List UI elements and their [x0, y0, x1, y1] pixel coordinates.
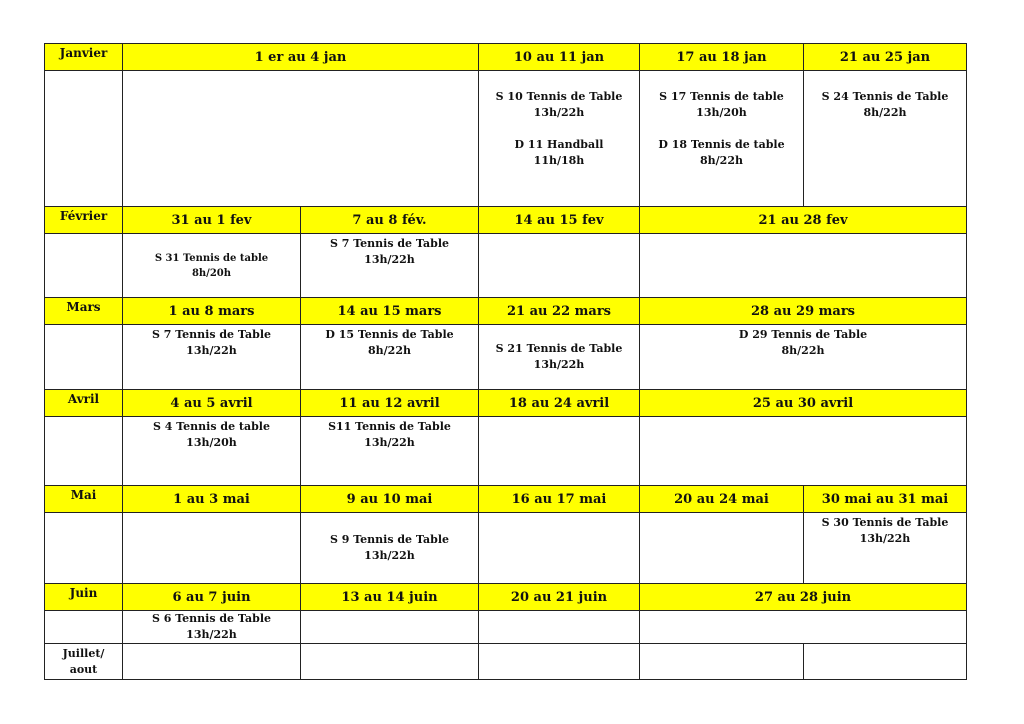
period-mars-1: 1 au 8 mars: [123, 298, 301, 325]
event-hours: 13h/22h: [533, 106, 585, 119]
event-name: S 9 Tennis de Table: [329, 533, 450, 546]
events-avril-1: [123, 417, 301, 486]
event-name: S 6 Tennis de Table: [151, 612, 272, 625]
event-name: S 4 Tennis de table: [153, 420, 270, 433]
events-mars-1: [123, 325, 301, 390]
mai-events-row: [45, 513, 967, 584]
events-janvier-3: [640, 71, 804, 207]
fevrier-header-row: [45, 207, 967, 234]
empty-cell: [640, 611, 967, 644]
month-label-mai: Mai: [45, 486, 123, 513]
empty-cell: [479, 417, 640, 486]
period-juin-2: 13 au 14 juin: [301, 584, 479, 611]
events-juin-1: [123, 611, 301, 644]
empty-cell: [45, 611, 123, 644]
empty-cell: [479, 644, 640, 680]
month-label-fevrier: Février: [45, 207, 123, 234]
janvier-events-row: [45, 71, 967, 207]
event-hours: 8h/22h: [863, 106, 907, 119]
empty-cell: [45, 417, 123, 486]
event-name: S 30 Tennis de Table: [821, 516, 949, 529]
event-hours: 8h/20h: [191, 267, 232, 279]
events-mars-4: [640, 325, 967, 390]
period-fevrier-4: 21 au 28 fev: [640, 207, 967, 234]
month-label-juin: Juin: [45, 584, 123, 611]
events-avril-2: [301, 417, 479, 486]
event-name: D 29 Tennis de Table: [738, 328, 868, 341]
period-fevrier-1: 31 au 1 fev: [123, 207, 301, 234]
empty-cell: [479, 513, 640, 584]
event-name: D 15 Tennis de Table: [325, 328, 454, 341]
period-janvier-4: 21 au 25 jan: [804, 44, 967, 71]
period-mai-2: 9 au 10 mai: [301, 486, 479, 513]
schedule-table: [44, 43, 967, 680]
empty-cell: [640, 644, 804, 680]
mai-header-row: [45, 486, 967, 513]
event-hours: 13h/22h: [364, 253, 415, 266]
empty-cell: [123, 71, 479, 207]
events-mai-2: [301, 513, 479, 584]
event-hours: 13h/22h: [364, 436, 415, 449]
empty-cell: [45, 325, 123, 390]
event-name: S 31 Tennis de table: [154, 252, 269, 264]
event-hours: 13h/22h: [186, 628, 237, 641]
month-label-janvier: Janvier: [45, 44, 123, 71]
period-janvier-2: 10 au 11 jan: [479, 44, 640, 71]
event-hours: 11h/18h: [533, 154, 585, 167]
month-label-avril: Avril: [45, 390, 123, 417]
empty-cell: [123, 513, 301, 584]
empty-cell: [45, 234, 123, 298]
event-name: S 21 Tennis de Table: [495, 342, 623, 355]
period-avril-3: 18 au 24 avril: [479, 390, 640, 417]
events-janvier-4: [804, 71, 967, 207]
period-avril-1: 4 au 5 avril: [123, 390, 301, 417]
empty-cell: [301, 611, 479, 644]
avril-header-row: [45, 390, 967, 417]
event-name: S 7 Tennis de Table: [151, 328, 272, 341]
empty-cell: [301, 644, 479, 680]
period-janvier-1: 1 er au 4 jan: [123, 44, 479, 71]
period-mars-2: 14 au 15 mars: [301, 298, 479, 325]
empty-cell: [479, 234, 640, 298]
period-juin-4: 27 au 28 juin: [640, 584, 967, 611]
empty-cell: [640, 513, 804, 584]
mars-header-row: [45, 298, 967, 325]
period-fevrier-3: 14 au 15 fev: [479, 207, 640, 234]
avril-events-row: [45, 417, 967, 486]
event-name: S 10 Tennis de Table: [495, 90, 623, 103]
period-juin-1: 6 au 7 juin: [123, 584, 301, 611]
month-label-line: Juillet/: [62, 646, 105, 660]
month-label-line: aout: [69, 662, 98, 676]
period-mai-5: 30 mai au 31 mai: [804, 486, 967, 513]
month-label-mars: Mars: [45, 298, 123, 325]
empty-cell: [123, 644, 301, 680]
empty-cell: [804, 644, 967, 680]
empty-cell: [45, 71, 123, 207]
event-hours: 13h/22h: [364, 549, 415, 562]
events-fevrier-2: [301, 234, 479, 298]
events-mars-3: [479, 325, 640, 390]
janvier-header-row: [45, 44, 967, 71]
fevrier-events-row: [45, 234, 967, 298]
period-mai-3: 16 au 17 mai: [479, 486, 640, 513]
mars-events-row: [45, 325, 967, 390]
event-hours: 8h/22h: [781, 344, 825, 357]
period-mars-3: 21 au 22 mars: [479, 298, 640, 325]
period-mars-4: 28 au 29 mars: [640, 298, 967, 325]
event-name: D 18 Tennis de table: [658, 138, 785, 151]
event-hours: 13h/20h: [696, 106, 747, 119]
events-janvier-2: [479, 71, 640, 207]
empty-cell: [640, 417, 967, 486]
event-hours: 8h/22h: [700, 154, 743, 167]
empty-cell: [45, 513, 123, 584]
month-label-juillet-aout: [45, 644, 123, 680]
event-hours: 13h/22h: [186, 344, 237, 357]
juillet-row: [45, 644, 967, 680]
event-name: S 17 Tennis de table: [659, 90, 784, 103]
event-name: S 7 Tennis de Table: [329, 237, 450, 250]
period-janvier-3: 17 au 18 jan: [640, 44, 804, 71]
event-name: S 24 Tennis de Table: [821, 90, 949, 103]
period-mai-1: 1 au 3 mai: [123, 486, 301, 513]
events-fevrier-1: [123, 234, 301, 298]
juin-header-row: [45, 584, 967, 611]
period-avril-4: 25 au 30 avril: [640, 390, 967, 417]
empty-cell: [479, 611, 640, 644]
period-avril-2: 11 au 12 avril: [301, 390, 479, 417]
events-mars-2: [301, 325, 479, 390]
event-hours: 13h/22h: [533, 358, 585, 371]
period-juin-3: 20 au 21 juin: [479, 584, 640, 611]
period-fevrier-2: 7 au 8 fév.: [301, 207, 479, 234]
event-name: D 11 Handball: [514, 138, 604, 151]
events-mai-5: [804, 513, 967, 584]
juin-events-row: [45, 611, 967, 644]
empty-cell: [640, 234, 967, 298]
event-hours: 13h/20h: [186, 436, 237, 449]
event-hours: 13h/22h: [859, 532, 911, 545]
event-hours: 8h/22h: [368, 344, 411, 357]
event-name: S11 Tennis de Table: [328, 420, 451, 433]
period-mai-4: 20 au 24 mai: [640, 486, 804, 513]
